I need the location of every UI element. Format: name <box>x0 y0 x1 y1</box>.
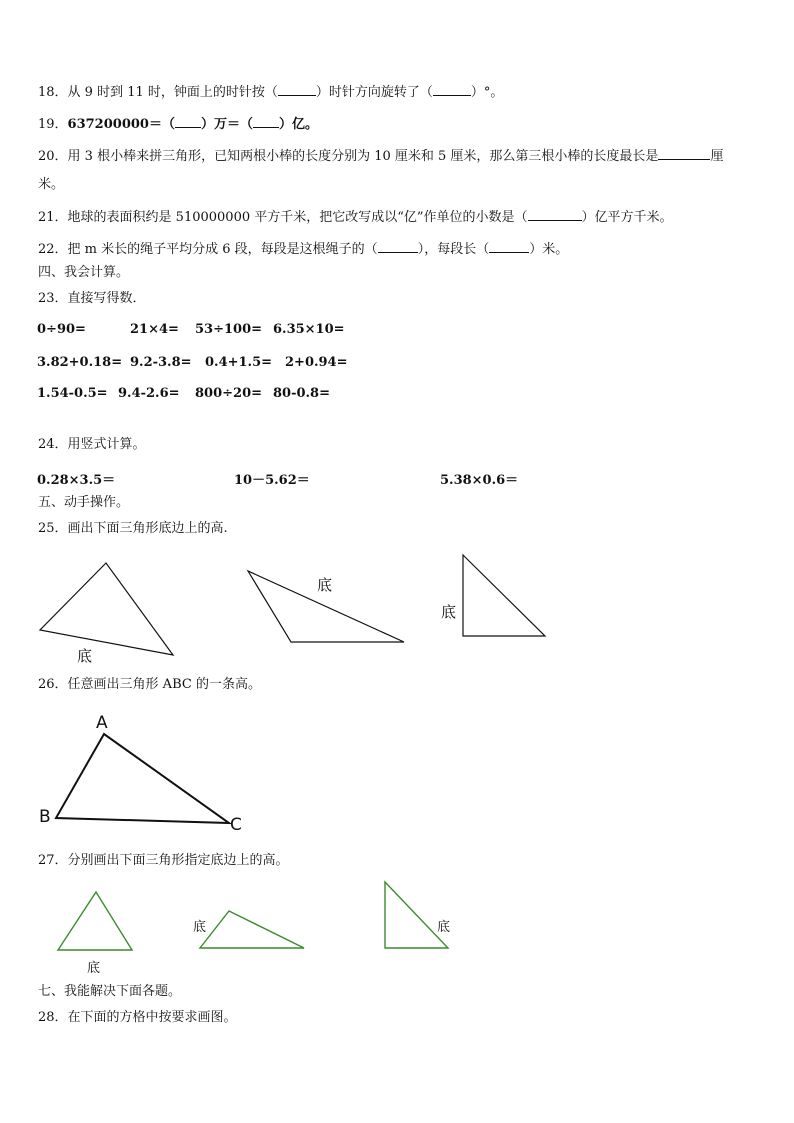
calc-item: 6.35×10= <box>273 322 345 337</box>
question-number: 26． <box>38 677 68 692</box>
vertex-label-b: B <box>39 807 51 827</box>
section-heading-5: 五、动手操作。 <box>38 495 130 510</box>
question-number: 18． <box>38 85 68 100</box>
calc-item: 2+0.94= <box>285 355 348 370</box>
base-label: 底 <box>441 603 457 621</box>
question-number: 24． <box>38 437 68 452</box>
question-19: 19．637200000＝（ ）万＝（ ）亿。 <box>38 117 318 132</box>
question-28: 28．在下面的方格中按要求画图。 <box>38 1010 237 1025</box>
question-number: 21． <box>38 210 68 225</box>
question-number: 20． <box>38 149 68 164</box>
base-label: 底 <box>77 647 93 665</box>
calc-item: 0÷90= <box>37 322 86 337</box>
vertical-calc-item: 10－5.62＝ <box>234 473 310 488</box>
question-27: 27．分别画出下面三角形指定底边上的高。 <box>38 853 289 868</box>
q27-triangle-1 <box>58 892 132 950</box>
question-21: 21．地球的表面积约是 510000000 平方千米，把它改写成以“亿”作单位的小数是（ ）亿平方千米。 <box>38 210 673 225</box>
calc-item: 21×4= <box>130 322 179 337</box>
calc-item: 800÷20= <box>195 386 263 401</box>
q27-triangle-2 <box>200 911 304 948</box>
vertical-calc-item: 0.28×3.5＝ <box>37 473 116 488</box>
calc-item: 9.2-3.8= <box>130 355 192 370</box>
calc-item: 3.82+0.18= <box>37 355 123 370</box>
section-heading-4: 四、我会计算。 <box>38 265 130 280</box>
question-22: 22．把 m 米长的绳子平均分成 6 段，每段是这根绳子的（ ），每段长（ ）米。 <box>38 242 569 257</box>
vertical-calc-item: 5.38×0.6＝ <box>440 473 519 488</box>
base-label: 底 <box>437 920 451 935</box>
calc-item: 80-0.8= <box>273 386 330 401</box>
base-label: 底 <box>193 920 207 935</box>
calc-item: 53÷100= <box>195 322 263 337</box>
calc-item: 9.4-2.6= <box>118 386 180 401</box>
question-25: 25．画出下面三角形底边上的高. <box>38 521 228 536</box>
section-heading-7: 七、我能解决下面各题。 <box>38 984 182 999</box>
question-24: 24．用竖式计算。 <box>38 437 146 452</box>
question-23: 23．直接写得数． <box>38 291 146 306</box>
question-number: 27． <box>38 853 68 868</box>
q25-triangle-1 <box>40 563 173 655</box>
q25-triangle-3 <box>463 555 545 636</box>
question-18: 18．从 9 时到 11 时，钟面上的时针按（ ）时针方向旋转了（ ）°。 <box>38 85 504 100</box>
question-number: 28． <box>38 1010 68 1025</box>
question-20: 20．用 3 根小棒来拼三角形，已知两根小棒的长度分别为 10 厘米和 5 厘米，那么第三根小棒的长度最长是 厘 <box>38 149 724 164</box>
question-number: 19． <box>38 117 68 132</box>
calc-item: 0.4+1.5= <box>205 355 273 370</box>
question-number: 22． <box>38 242 68 257</box>
question-number: 25． <box>38 521 68 536</box>
question-26: 26．任意画出三角形 ABC 的一条高。 <box>38 677 261 692</box>
vertex-label-c: C <box>230 815 242 835</box>
question-number: 23． <box>38 291 68 306</box>
vertex-label-a: A <box>96 713 108 733</box>
base-label: 底 <box>317 576 333 594</box>
question-20-continued: 米。 <box>38 177 65 192</box>
base-label: 底 <box>87 961 101 976</box>
calc-item: 1.54-0.5= <box>37 386 108 401</box>
q26-triangle-abc <box>56 734 229 823</box>
q27-triangle-3 <box>385 882 451 948</box>
